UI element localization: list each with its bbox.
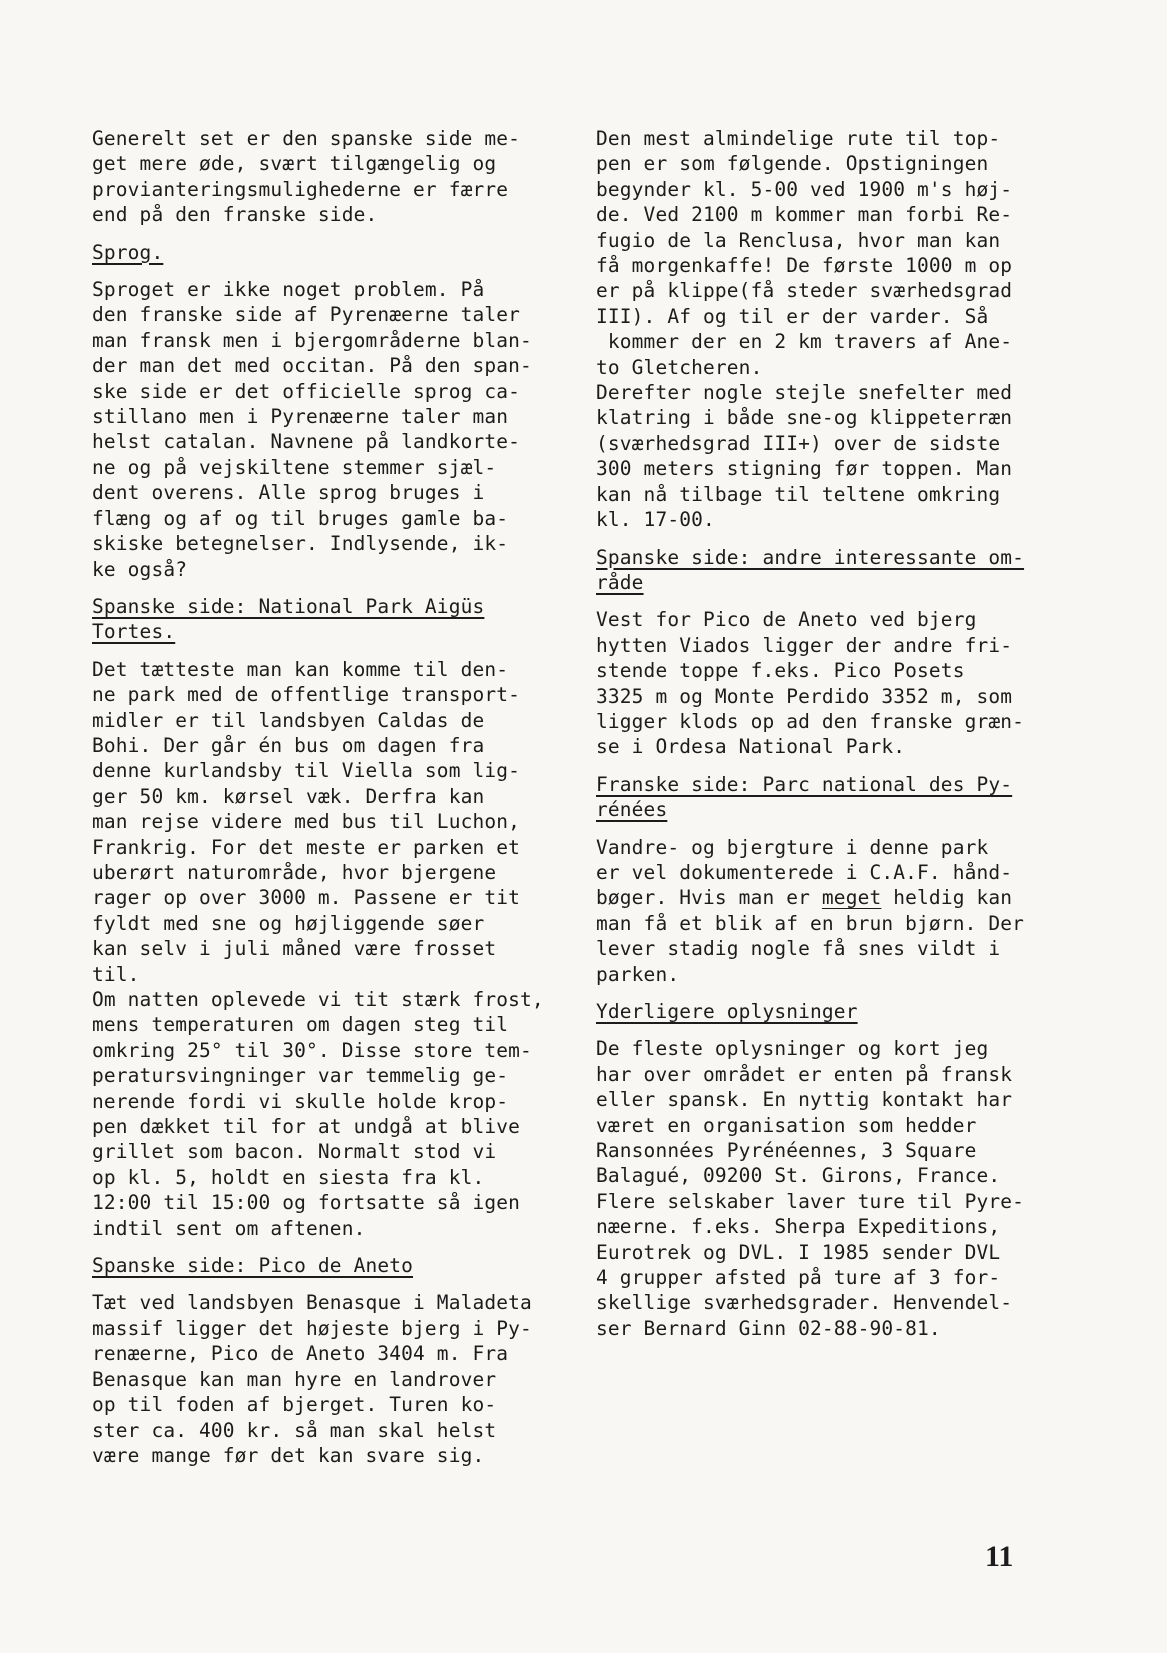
text-line: klatring i både sne-og klippeterræn xyxy=(596,406,1013,430)
emphasis-underline: meget xyxy=(821,886,882,910)
text-line: hytten Viados ligger der andre fri- xyxy=(596,633,1013,657)
yderligere-heading xyxy=(596,999,1086,1024)
heading-text: Spanske side: National Park Aigüs xyxy=(92,594,485,618)
aneto-heading xyxy=(92,1253,572,1278)
text-line: peratursvingninger var temmelig ge- xyxy=(92,1064,509,1088)
text-line: man fransk men i bjergområderne blan- xyxy=(92,328,532,352)
text-line: næerne. f.eks. Sherpa Expeditions, xyxy=(596,1215,1001,1239)
text-line: 12:00 til 15:00 og fortsatte så igen xyxy=(92,1191,521,1215)
text-line: Om natten oplevede vi tit stærk frost, xyxy=(92,988,544,1011)
intro-paragraph xyxy=(92,126,572,228)
text-line: end på den franske side. xyxy=(92,203,378,227)
text-line: er vel dokumenterede i C.A.F. hånd- xyxy=(596,860,1013,884)
text-line: man rejse videre med bus til Luchon, xyxy=(92,810,521,834)
text-line: eller spansk. En nyttig kontakt har xyxy=(596,1088,1013,1112)
text-line: grillet som bacon. Normalt stod vi xyxy=(92,1140,497,1164)
text-line: Sproget er ikke noget problem. På xyxy=(92,278,485,302)
text-line: op kl. 5, holdt en siesta fra kl. xyxy=(92,1165,485,1189)
text-line xyxy=(596,885,1086,910)
text-line: massif ligger det højeste bjerg i Py- xyxy=(92,1316,532,1340)
text-line: to Gletcheren. xyxy=(596,355,763,379)
text-line: begynder kl. 5-00 ved 1900 m's høj- xyxy=(596,177,1013,201)
text-line: indtil sent om aftenen. xyxy=(92,1216,366,1240)
text-line: De fleste oplysninger og kort jeg xyxy=(596,1037,989,1061)
text-line: fugio de la Renclusa, hvor man kan xyxy=(596,228,1001,252)
text-line: kommer der en 2 km travers af Ane- xyxy=(596,330,1013,354)
text-line: get mere øde, svært tilgængelig og xyxy=(92,152,497,176)
left-column xyxy=(92,126,572,1468)
text-line: se i Ordesa National Park. xyxy=(596,735,906,759)
franske-paragraph xyxy=(596,835,1086,987)
text-line: være mange før det kan svare sig. xyxy=(92,1443,485,1467)
text-line: ligger klods op ad den franske græn- xyxy=(596,709,1025,733)
text-fragment: heldig kan xyxy=(881,886,1013,910)
text-line: Den mest almindelige rute til top- xyxy=(596,127,1001,150)
text-line: 4 grupper afsted på ture af 3 for- xyxy=(596,1266,1001,1290)
text-line: ske side er det officielle sprog ca- xyxy=(92,379,521,403)
sprog-heading xyxy=(92,240,572,265)
text-line: stillano men i Pyrenæerne taler man xyxy=(92,405,509,429)
text-line: Det tætteste man kan komme til den- xyxy=(92,657,509,681)
text-line: Balagué, 09200 St. Girons, France. xyxy=(596,1164,1001,1188)
text-line: der man det med occitan. På den span- xyxy=(92,354,532,378)
text-line: op til foden af bjerget. Turen ko- xyxy=(92,1393,497,1417)
text-line: Ransonnées Pyrénéennes, 3 Square xyxy=(596,1139,977,1163)
text-line: Derefter nogle stejle snefelter med xyxy=(596,381,1013,405)
text-line: rager op over 3000 m. Passene er tit xyxy=(92,886,521,910)
text-line: Generelt set er den spanske side me- xyxy=(92,127,521,150)
right-column xyxy=(596,126,1086,1341)
national-park-paragraph xyxy=(92,657,572,1241)
andre-paragraph xyxy=(596,607,1086,759)
text-line: skellige sværhedsgrader. Henvendel- xyxy=(596,1291,1013,1315)
text-fragment: bøger. Hvis man er xyxy=(596,886,822,910)
text-line: uberørt naturområde, hvor bjergene xyxy=(92,860,497,884)
text-line: kl. 17-00. xyxy=(596,508,715,532)
text-line: helst catalan. Navnene på landkorte- xyxy=(92,430,521,454)
text-line: renæerne, Pico de Aneto 3404 m. Fra xyxy=(92,1342,509,1366)
text-line: ke også? xyxy=(92,557,188,581)
page-number: 11 xyxy=(985,1540,1014,1573)
text-line: omkring 25° til 30°. Disse store tem- xyxy=(92,1038,532,1062)
text-line: nerende fordi vi skulle holde krop- xyxy=(92,1089,509,1113)
text-line: ne park med de offentlige transport- xyxy=(92,683,521,707)
franske-heading xyxy=(596,772,1086,823)
text-line: Vandre- og bjergture i denne park xyxy=(596,835,989,859)
text-line: midler er til landsbyen Caldas de xyxy=(92,708,485,732)
text-line: ne og på vejskiltene stemmer sjæl- xyxy=(92,455,497,479)
heading-text: rénées xyxy=(596,798,668,822)
text-line: kan selv i juli måned være frosset xyxy=(92,937,497,961)
text-line: kan nå tilbage til teltene omkring xyxy=(596,482,1001,506)
heading-text: Sprog. xyxy=(92,240,164,264)
text-line: flæng og af og til bruges gamle ba- xyxy=(92,506,509,530)
national-park-heading xyxy=(92,594,572,645)
route-paragraph xyxy=(596,126,1086,533)
text-line: Benasque kan man hyre en landrover xyxy=(92,1367,497,1391)
text-line: pen er som følgende. Opstigningen xyxy=(596,152,989,176)
text-line: Frankrig. For det meste er parken et xyxy=(92,835,521,859)
text-line: stende toppe f.eks. Pico Posets xyxy=(596,659,965,683)
heading-text: Spanske side: andre interessante om- xyxy=(596,545,1025,569)
text-line: er på klippe(få steder sværhedsgrad xyxy=(596,279,1013,303)
text-line: lever stadig nogle få snes vildt i xyxy=(596,937,1001,961)
text-line: til. xyxy=(92,962,140,986)
text-line: 300 meters stigning før toppen. Man xyxy=(596,457,1013,481)
text-line: ger 50 km. kørsel væk. Derfra kan xyxy=(92,784,485,808)
text-line: fyldt med sne og højliggende søer xyxy=(92,911,485,935)
text-line: mens temperaturen om dagen steg til xyxy=(92,1013,509,1037)
text-line: 3325 m og Monte Perdido 3352 m, som xyxy=(596,684,1013,708)
heading-text: råde xyxy=(596,570,644,594)
text-line: Tæt ved landsbyen Benasque i Maladeta xyxy=(92,1291,532,1315)
heading-text: Franske side: Parc national des Py- xyxy=(596,772,1013,796)
sprog-paragraph xyxy=(92,277,572,582)
heading-text: Tortes. xyxy=(92,620,176,644)
text-line: Flere selskaber laver ture til Pyre- xyxy=(596,1189,1025,1213)
text-line: været en organisation som hedder xyxy=(596,1113,977,1137)
text-line: (sværhedsgrad III+) over de sidste xyxy=(596,431,1001,455)
text-line: provianteringsmulighederne er færre xyxy=(92,177,509,201)
text-line: skiske betegnelser. Indlysende, ik- xyxy=(92,532,509,556)
heading-text: Spanske side: Pico de Aneto xyxy=(92,1254,414,1278)
text-line: Bohi. Der går én bus om dagen fra xyxy=(92,733,485,757)
text-line: har over området er enten på fransk xyxy=(596,1062,1013,1086)
text-line: den franske side af Pyrenæerne taler xyxy=(92,303,521,327)
text-line: de. Ved 2100 m kommer man forbi Re- xyxy=(596,203,1013,227)
andre-heading xyxy=(596,545,1086,596)
text-line: dent overens. Alle sprog bruges i xyxy=(92,481,485,505)
text-line: få morgenkaffe! De første 1000 m op xyxy=(596,254,1013,278)
text-line: III). Af og til er der varder. Så xyxy=(596,304,989,328)
text-line: ster ca. 400 kr. så man skal helst xyxy=(92,1418,497,1442)
yderligere-paragraph xyxy=(596,1036,1086,1341)
text-line: Vest for Pico de Aneto ved bjerg xyxy=(596,608,977,632)
aneto-paragraph xyxy=(92,1290,572,1468)
heading-text: Yderligere oplysninger xyxy=(596,1000,858,1023)
text-line: man få et blik af en brun bjørn. Der xyxy=(596,911,1025,935)
text-line: denne kurlandsby til Viella som lig- xyxy=(92,759,521,783)
text-line: ser Bernard Ginn 02-88-90-81. xyxy=(596,1316,941,1340)
text-line: parken. xyxy=(596,962,680,986)
text-line: Eurotrek og DVL. I 1985 sender DVL xyxy=(596,1240,1001,1264)
text-line: pen dækket til for at undgå at blive xyxy=(92,1115,521,1139)
